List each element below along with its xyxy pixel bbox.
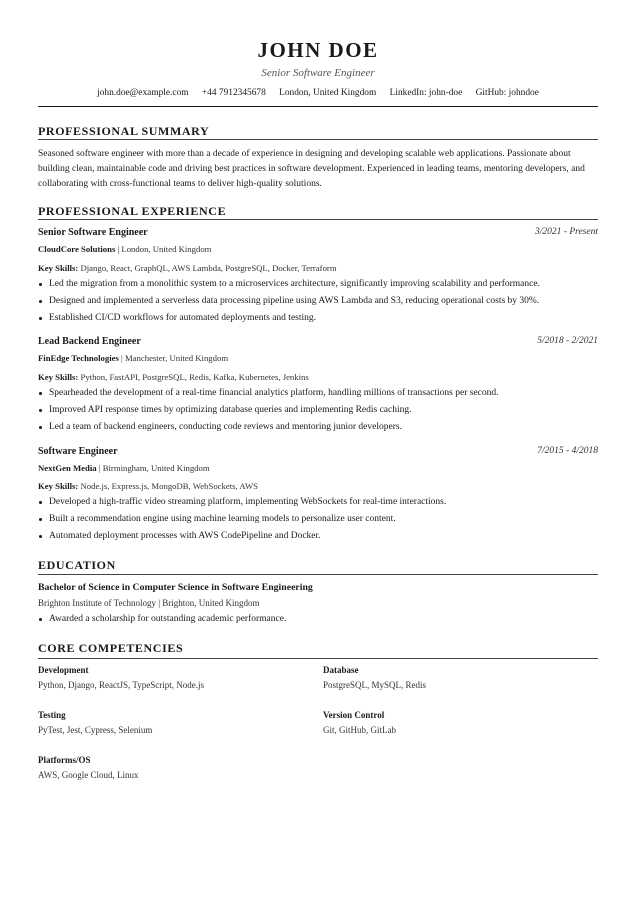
header-divider	[38, 106, 598, 107]
skills-list: Node.js, Express.js, MongoDB, WebSockets, AWS	[78, 481, 258, 491]
job-skills-line	[38, 262, 337, 274]
job-title: Senior Software Engineer	[38, 227, 148, 238]
competency-label: Platforms/OS	[38, 755, 91, 765]
education-school: Brighton Institute of Technology | Brighton, United Kingdom	[38, 598, 260, 608]
education-divider	[38, 574, 598, 575]
candidate-title: Senior Software Engineer	[261, 67, 375, 79]
skills-label: Key Skills:	[38, 481, 79, 491]
job-title: Lead Backend Engineer	[38, 336, 141, 347]
contact-line	[38, 87, 598, 99]
job-company-line	[38, 352, 228, 364]
job-bullets	[38, 494, 598, 545]
job-date: 7/2015 - 4/2018	[537, 446, 598, 456]
job-company-line	[38, 462, 210, 474]
job-date: 5/2018 - 2/2021	[537, 336, 598, 346]
competencies-heading: CORE COMPETENCIES	[38, 641, 184, 655]
job-date: 3/2021 - Present	[535, 227, 598, 237]
skills-label: Key Skills:	[38, 263, 79, 273]
list-item: Established CI/CD workflows for automated deployments and testing.	[38, 310, 598, 327]
contact-phone: +44 7912345678	[201, 88, 266, 98]
list-item: Led a team of backend engineers, conducting code reviews and mentoring junior developers.	[38, 419, 598, 436]
contact-location: London, United Kingdom	[279, 88, 377, 98]
contact-github[interactable]: GitHub: johndoe	[475, 88, 539, 98]
skills-label: Key Skills:	[38, 372, 79, 382]
summary-divider	[38, 139, 598, 140]
summary-text: Seasoned software engineer with more than a decade of experience in designing and developing scalable web applications. Passionate about building clean, maintainable code and driving best practices in software development. Experienced in leading teams, mentoring developers, and collaborating with cross-functional teams to deliver high-quality solutions.	[38, 149, 585, 189]
job-company: CloudCore Solutions	[38, 244, 116, 254]
competency-value: PyTest, Jest, Cypress, Selenium	[38, 725, 153, 735]
summary-heading: PROFESSIONAL SUMMARY	[38, 124, 210, 138]
job-company-line	[38, 243, 211, 255]
competency-value: Git, GitHub, GitLab	[323, 725, 396, 735]
contact-linkedin[interactable]: LinkedIn: john-doe	[389, 88, 463, 98]
competency-label: Version Control	[323, 710, 385, 720]
competency-value: PostgreSQL, MySQL, Redis	[323, 680, 427, 690]
list-item: Led the migration from a monolithic system to a microservices architecture, significantly improving scalability and performance.	[38, 276, 598, 293]
job-bullets	[38, 276, 598, 327]
job-skills-line	[38, 480, 258, 492]
list-item: Automated deployment processes with AWS CodePipeline and Docker.	[38, 528, 598, 545]
candidate-name: JOHN DOE	[257, 38, 379, 62]
skills-list: Django, React, GraphQL, AWS Lambda, PostgreSQL, Docker, Terraform	[78, 263, 337, 273]
job-company: FinEdge Technologies	[38, 353, 119, 363]
job-location: | Manchester, United Kingdom	[118, 353, 229, 363]
contact-email[interactable]: john.doe@example.com	[97, 88, 189, 98]
list-item: Spearheaded the development of a real-time financial analytics platform, handling millions of transactions per second.	[38, 385, 598, 402]
competency-label: Database	[323, 665, 359, 675]
education-bullets	[38, 611, 598, 628]
competencies-divider	[38, 658, 598, 659]
job-title: Software Engineer	[38, 446, 118, 457]
skills-list: Python, FastAPI, PostgreSQL, Redis, Kafka, Kubernetes, Jenkins	[78, 372, 309, 382]
list-item: Awarded a scholarship for outstanding academic performance.	[38, 611, 598, 628]
competency-label: Development	[38, 665, 89, 675]
job-location: | London, United Kingdom	[115, 244, 212, 254]
job-company: NextGen Media	[38, 463, 97, 473]
job-skills-line	[38, 371, 309, 383]
job-location: | Birmingham, United Kingdom	[96, 463, 210, 473]
list-item: Developed a high-traffic video streaming platform, implementing WebSockets for real-time interactions.	[38, 494, 598, 511]
experience-heading: PROFESSIONAL EXPERIENCE	[38, 204, 227, 218]
competency-value: AWS, Google Cloud, Linux	[38, 770, 139, 780]
list-item: Designed and implemented a serverless data processing pipeline using AWS Lambda and S3, reducing operational costs by 30%.	[38, 293, 598, 310]
list-item: Improved API response times by optimizing database queries and implementing Redis caching.	[38, 402, 598, 419]
list-item: Built a recommendation engine using machine learning models to personalize user content.	[38, 511, 598, 528]
job-bullets	[38, 385, 598, 436]
education-heading: EDUCATION	[38, 558, 116, 572]
experience-divider	[38, 219, 598, 220]
competency-value: Python, Django, ReactJS, TypeScript, Node.js	[38, 680, 204, 690]
education-degree: Bachelor of Science in Computer Science in Software Engineering	[38, 582, 313, 593]
competency-label: Testing	[38, 710, 66, 720]
